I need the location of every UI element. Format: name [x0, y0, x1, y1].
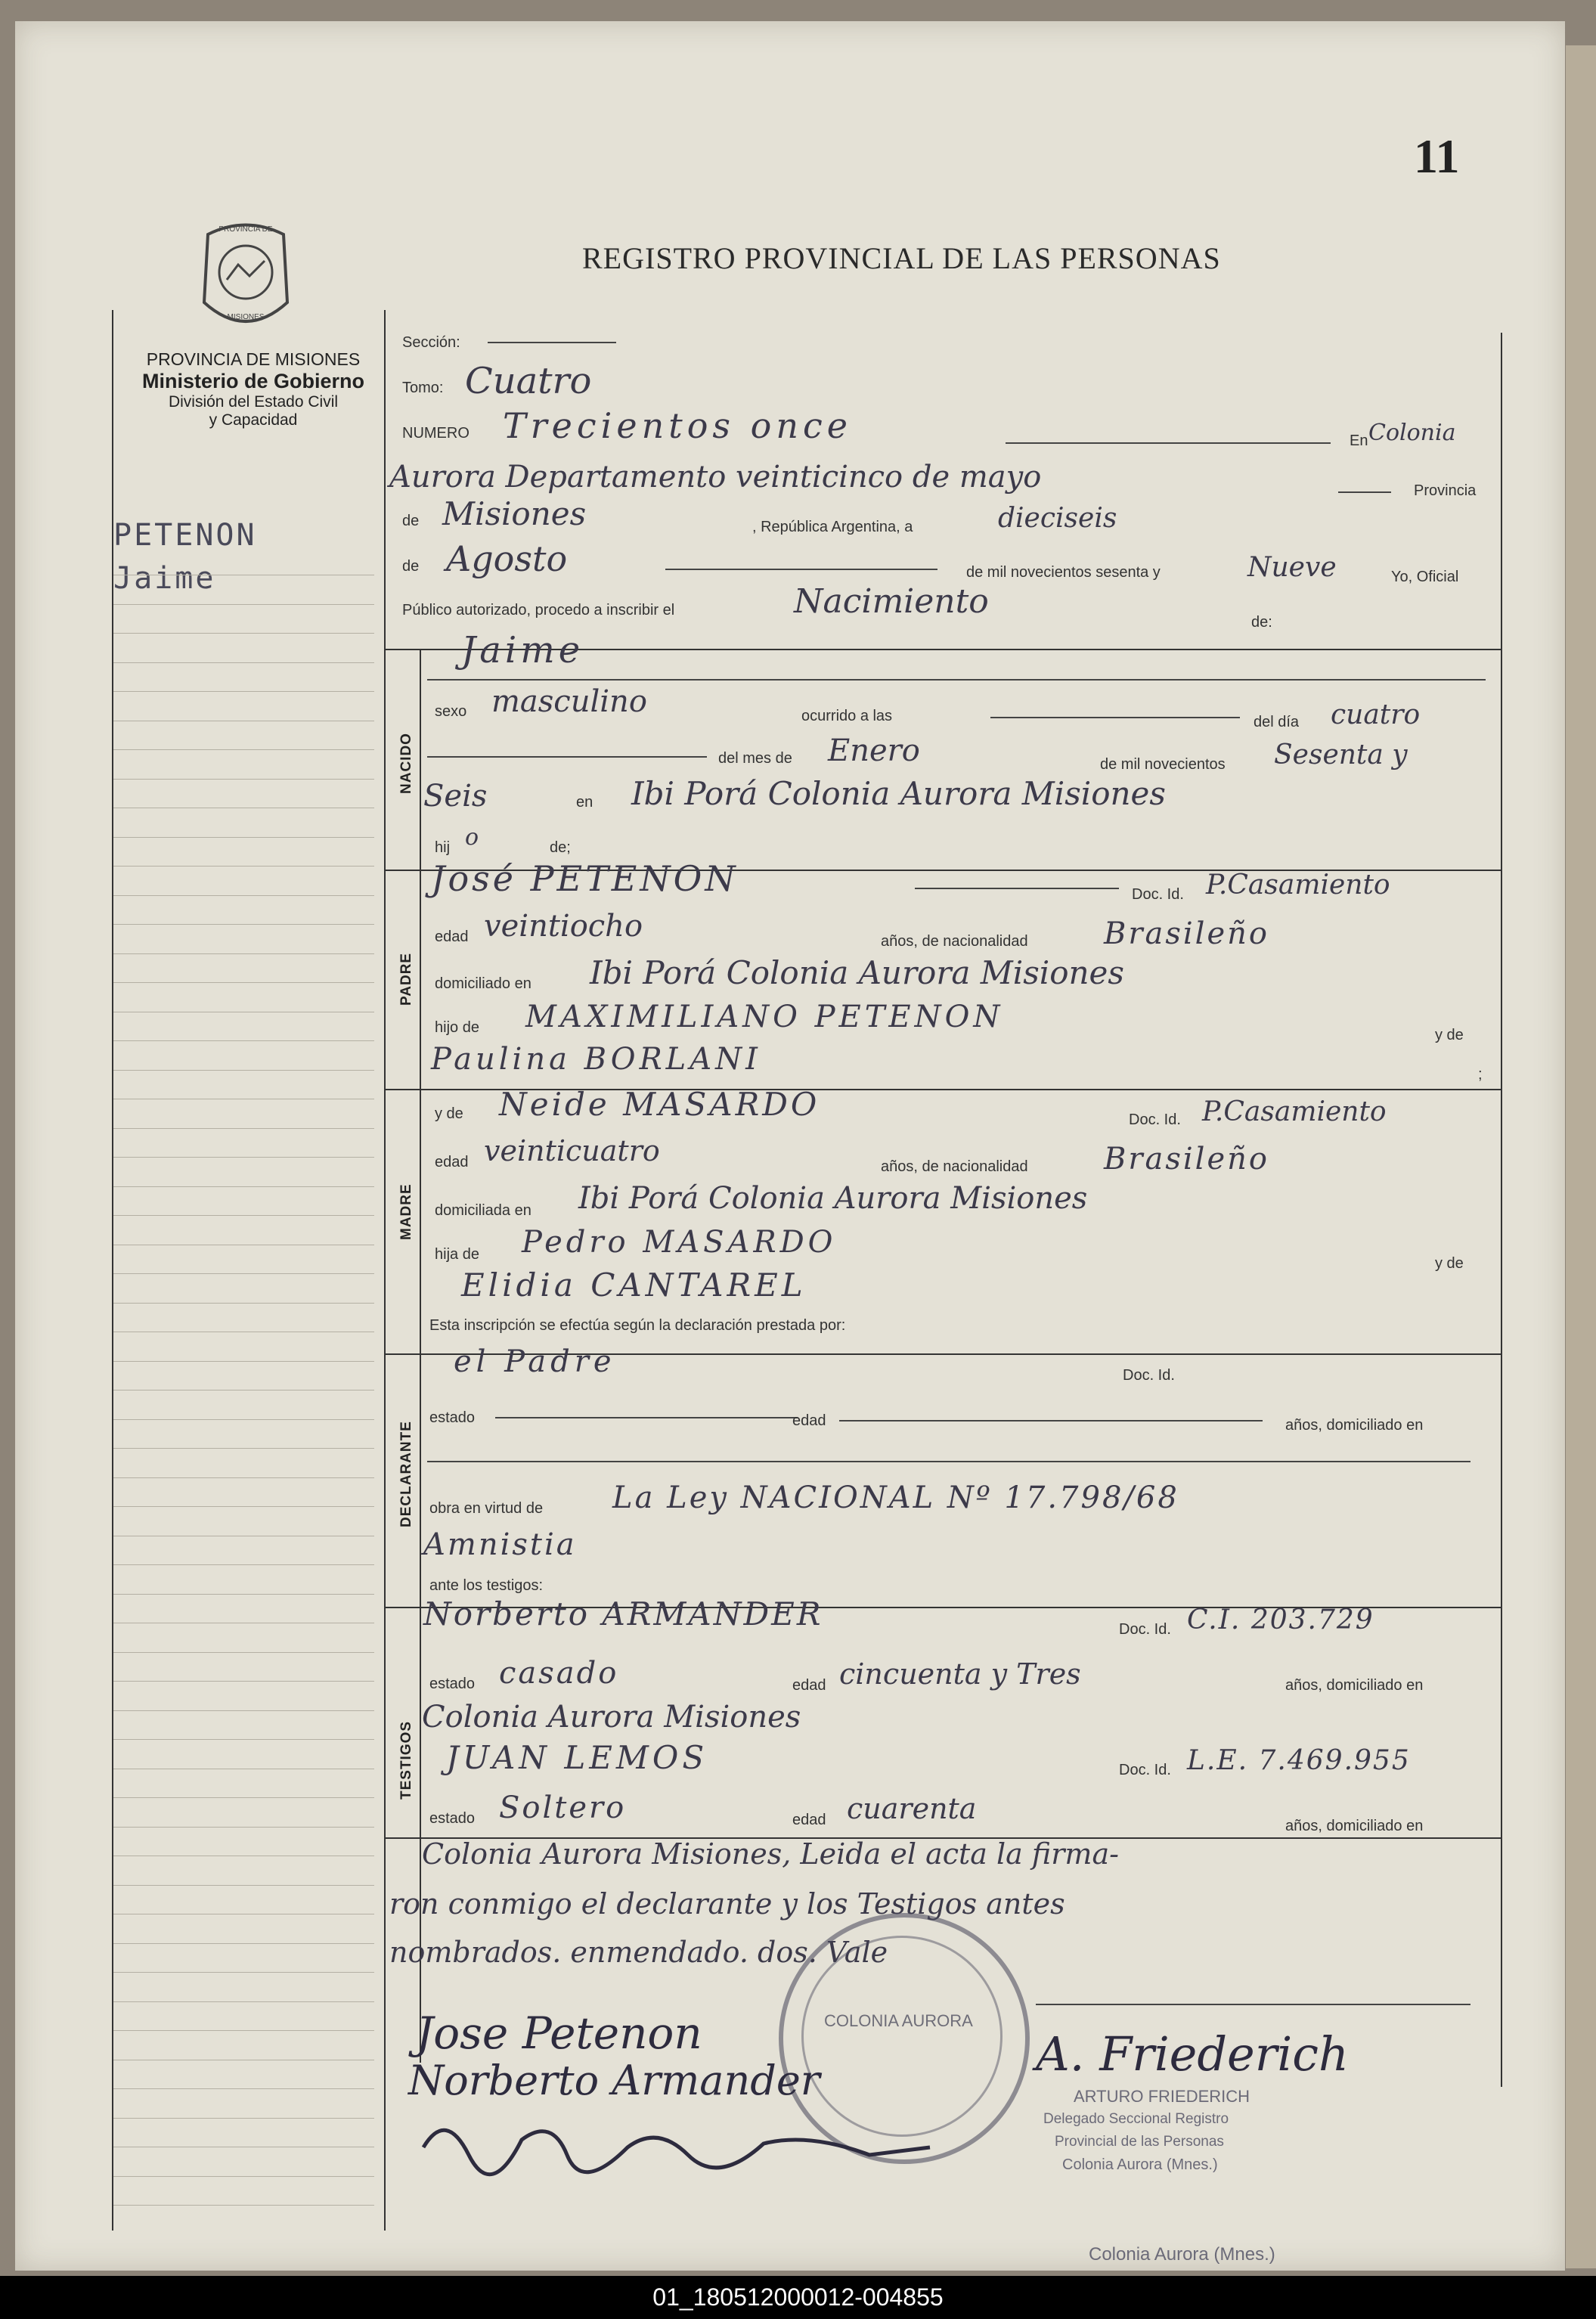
- official-name: ARTURO FRIEDERICH: [1074, 2087, 1250, 2106]
- testigo2-dom-value: Colonia Aurora Misiones, Leida el acta la firma-: [422, 1837, 1119, 1871]
- testigo1-estado-label: estado: [429, 1676, 476, 1692]
- madre-nac-label: años, de nacionalidad: [881, 1158, 1028, 1175]
- semicolon-label: ;: [1478, 1066, 1483, 1083]
- margin-rule-line: [113, 633, 374, 634]
- margin-rule-line: [113, 837, 374, 838]
- mes-nac-value: Enero: [828, 733, 920, 768]
- en-label: En: [1350, 432, 1368, 449]
- margin-rule-line: [113, 2001, 374, 2002]
- testigo2-estado-label: estado: [429, 1810, 476, 1827]
- margin-rule-line: [113, 1972, 374, 1973]
- obra-value: La Ley NACIONAL Nº 17.798/68: [612, 1480, 1179, 1515]
- margin-rule-line: [113, 1215, 374, 1216]
- declarante-anos-label: años, domiciliado en: [1285, 1417, 1424, 1434]
- dia-value: cuatro: [1331, 699, 1421, 730]
- madre-dom-label: domiciliada en: [435, 1202, 531, 1219]
- numero-line: [1006, 442, 1331, 444]
- lugar-nac-value: Ibi Porá Colonia Aurora Misiones: [631, 775, 1166, 812]
- margin-rule-line: [113, 1652, 374, 1653]
- de-mil-label: de mil novecientos sesenta y: [966, 564, 1161, 581]
- section-nacido: NACIDO: [398, 733, 414, 794]
- margin-rule-line: [113, 1361, 374, 1362]
- provincial-seal-icon: [193, 219, 299, 336]
- seccion-label: Sección:: [402, 334, 460, 351]
- padre-dom-label: domiciliado en: [435, 975, 531, 992]
- testigo1-value: Norberto ARMANDER: [423, 1595, 823, 1632]
- madre-y-de-label: y de: [435, 1105, 463, 1122]
- de-label-2: de: [402, 558, 420, 575]
- provincia-value: Misiones: [442, 495, 587, 532]
- left-margin-line: [112, 310, 113, 2231]
- margin-rule-line: [113, 1157, 374, 1158]
- de-mil-nov-label: de mil novecientos: [1100, 756, 1226, 773]
- madre-nombre-value: Neide MASARDO: [499, 1086, 820, 1123]
- testigo1-doc-label: Doc. Id.: [1119, 1621, 1171, 1638]
- closing-line: [1036, 2004, 1470, 2005]
- ocurrido-line: [990, 717, 1240, 718]
- declarante-edad-label: edad: [792, 1412, 826, 1429]
- margin-rule-line: [113, 691, 374, 692]
- testigo2-estado-value: Soltero: [499, 1790, 627, 1825]
- sexo-label: sexo: [435, 703, 467, 720]
- nombre-line: [427, 679, 1486, 681]
- padre-edad-value: veintiocho: [484, 909, 643, 944]
- margin-rule-line: [113, 2088, 374, 2089]
- numero-label: NUMERO: [402, 425, 470, 442]
- testigo2-edad-label: edad: [792, 1812, 826, 1828]
- stamp-text: COLONIA AURORA: [824, 2011, 973, 2030]
- testigo2-anos-label: años, domiciliado en: [1285, 1818, 1424, 1834]
- mes-line: [665, 569, 937, 570]
- province-name: PROVINCIA DE MISIONES: [146, 349, 361, 369]
- sexo-value: masculino: [491, 684, 647, 719]
- margin-rule-line: [113, 1273, 374, 1274]
- margin-rule-line: [113, 1040, 374, 1041]
- declaracion-label: Esta inscripción se efectúa según la declaración prestada por:: [429, 1317, 846, 1334]
- margin-rule-line: [113, 953, 374, 954]
- en-value: Colonia: [1368, 420, 1456, 446]
- signature-witness: Norberto Armander: [408, 2057, 820, 2104]
- margin-rule-line: [113, 2176, 374, 2177]
- margin-rule-line: [113, 1419, 374, 1420]
- margin-rule-line: [113, 866, 374, 867]
- publico-label: Público autorizado, procedo a inscribir el: [402, 602, 675, 619]
- declarante-edad-line: [839, 1420, 1263, 1421]
- ante-testigos-label: ante los testigos:: [429, 1577, 544, 1594]
- testigo1-estado-value: casado: [499, 1656, 619, 1691]
- margin-surname: PETENON: [113, 518, 257, 553]
- lugar-line: [1338, 491, 1391, 493]
- padre-edad-label: edad: [435, 929, 469, 945]
- division-name: División del Estado Civil: [168, 393, 339, 411]
- madre-doc-label: Doc. Id.: [1129, 1111, 1181, 1128]
- padre-nombre-value: José PETENON: [431, 858, 739, 899]
- madre-padre-value: Pedro MASARDO: [522, 1225, 837, 1260]
- margin-rule-line: [113, 1797, 374, 1798]
- testigo1-edad-label: edad: [792, 1677, 826, 1694]
- padre-doc-label: Doc. Id.: [1132, 886, 1184, 903]
- page-number: 11: [1414, 129, 1460, 183]
- madre-nac-value: Brasileño: [1104, 1142, 1269, 1177]
- margin-rule-line: [113, 1186, 374, 1187]
- section-testigos: TESTIGOS: [398, 1720, 414, 1800]
- de-colon-label: de:: [1251, 614, 1272, 631]
- margin-given-name: Jaime: [113, 561, 216, 596]
- padre-padre-label: hijo de: [435, 1019, 479, 1036]
- testigo2-doc-label: Doc. Id.: [1119, 1762, 1171, 1778]
- margin-rule-line: [113, 1128, 374, 1129]
- declarante-doc-label: Doc. Id.: [1123, 1367, 1175, 1384]
- declarante-estado-line: [495, 1417, 798, 1418]
- section-padre: PADRE: [398, 952, 414, 1006]
- testigo2-doc-value: L.E. 7.469.955: [1187, 1745, 1411, 1776]
- official-title-2: Provincial de las Personas: [1055, 2134, 1224, 2150]
- testigo2-value: JUAN LEMOS: [446, 1739, 708, 1776]
- testigo1-dom-value: Colonia Aurora Misiones: [422, 1700, 801, 1735]
- numero-value: Trecientos once: [503, 405, 852, 446]
- signature-official: A. Friederich: [1036, 2026, 1349, 2082]
- de-semi-label: de;: [550, 839, 571, 856]
- anio-nac-value: Sesenta y: [1274, 739, 1408, 770]
- tomo-value: Cuatro: [465, 360, 592, 402]
- closing-line-1: ron conmigo el declarante y los Testigos antes: [389, 1887, 1065, 1921]
- madre-padre-label: hija de: [435, 1246, 479, 1263]
- margin-rule-line: [113, 1827, 374, 1828]
- declarante-estado-label: estado: [429, 1409, 476, 1426]
- seal-top-text: PROVINCIA DE: [218, 225, 273, 234]
- lugar-registro-value: Aurora Departamento veinticinco de mayo: [389, 460, 1042, 494]
- testigo1-edad-value: cincuenta y Tres: [839, 1657, 1081, 1691]
- margin-divider: [384, 310, 386, 2231]
- margin-rule-line: [113, 779, 374, 780]
- seal-bottom-text: MISIONES: [227, 313, 265, 321]
- madre-edad-label: edad: [435, 1154, 469, 1170]
- margin-rule-line: [113, 1885, 374, 1886]
- margin-rule-line: [113, 1594, 374, 1595]
- hijo-label: hij: [435, 839, 451, 856]
- declarante-value: el Padre: [454, 1344, 616, 1379]
- margin-rule-line: [113, 1070, 374, 1071]
- anio-value: Nueve: [1247, 552, 1337, 583]
- padre-y-de-label: y de: [1435, 1027, 1464, 1043]
- margin-rule-line: [113, 1710, 374, 1711]
- provincia-label: Provincia: [1414, 482, 1477, 499]
- de-label: de: [402, 513, 420, 529]
- padre-padre-value: MAXIMILIANO PETENON: [525, 1000, 1004, 1034]
- image-id-footer: 01_180512000012-004855: [0, 2276, 1596, 2319]
- padre-nombre-line: [915, 888, 1119, 889]
- testigo2-edad-value: cuarenta: [847, 1792, 977, 1825]
- official-place-stamp: Colonia Aurora (Mnes.): [1089, 2244, 1275, 2265]
- margin-rule-line: [113, 1943, 374, 1944]
- margin-rule-line: [113, 1448, 374, 1449]
- margin-rule-line: [113, 2118, 374, 2119]
- mes-value: Agosto: [446, 538, 568, 579]
- margin-rule-line: [113, 924, 374, 925]
- closing-line-2: nombrados. enmendado. dos. Vale: [389, 1936, 888, 1969]
- anio-nac-2-value: Seis: [423, 779, 488, 814]
- madre-madre-value: Elidia CANTAREL: [461, 1266, 807, 1304]
- official-place: Colonia Aurora (Mnes.): [1062, 2156, 1218, 2173]
- padre-dom-value: Ibi Porá Colonia Aurora Misiones: [590, 954, 1124, 991]
- section-madre: MADRE: [398, 1183, 414, 1240]
- del-dia-label: del día: [1254, 714, 1300, 730]
- right-border: [1501, 333, 1502, 2087]
- republica-label: , República Argentina, a: [752, 519, 913, 535]
- section-divider: [420, 649, 421, 2063]
- margin-rule-line: [113, 2205, 374, 2206]
- testigo1-anos-label: años, domiciliado en: [1285, 1677, 1424, 1694]
- margin-rule-line: [113, 1739, 374, 1740]
- margin-rule-line: [113, 1681, 374, 1682]
- margin-rule-line: [113, 2030, 374, 2031]
- document-title: REGISTRO PROVINCIAL DE LAS PERSONAS: [582, 241, 1221, 275]
- tomo-label: Tomo:: [402, 380, 444, 396]
- margin-rule-line: [113, 604, 374, 605]
- signature-father: Jose Petenon: [416, 2007, 702, 2059]
- madre-edad-value: veinticuatro: [484, 1134, 660, 1167]
- section-declarante: DECLARANTE: [398, 1421, 414, 1527]
- margin-rule-line: [113, 1564, 374, 1565]
- ministry-name: Ministerio de Gobierno: [141, 370, 365, 392]
- margin-rule-line: [113, 749, 374, 750]
- margin-rule-line: [113, 1477, 374, 1478]
- fecha-dia-value: dieciseis: [998, 503, 1117, 534]
- obra-label: obra en virtud de: [429, 1500, 544, 1517]
- padre-doc-value: P.Casamiento: [1206, 870, 1390, 901]
- margin-rule-line: [113, 982, 374, 983]
- hora-line: [427, 756, 707, 758]
- ocurrido-label: ocurrido a las: [801, 708, 893, 724]
- padre-madre-value: Paulina BORLANI: [431, 1042, 761, 1077]
- padre-nac-value: Brasileño: [1104, 916, 1269, 951]
- madre-y-de-label-2: y de: [1435, 1255, 1464, 1272]
- hijo-suffix: o: [465, 824, 479, 851]
- acto-value: Nacimiento: [794, 582, 989, 621]
- official-title-1: Delegado Seccional Registro: [1043, 2111, 1229, 2127]
- del-mes-label: del mes de: [718, 750, 792, 767]
- margin-rule-line: [113, 662, 374, 663]
- obra-value-2: Amnistia: [423, 1527, 577, 1562]
- margin-rule-line: [113, 1303, 374, 1304]
- margin-rule-line: [113, 895, 374, 896]
- margin-rule-line: [113, 1506, 374, 1507]
- madre-dom-value: Ibi Porá Colonia Aurora Misiones: [578, 1181, 1088, 1216]
- yo-oficial-label: Yo, Oficial: [1391, 569, 1459, 585]
- nombre-value: Jaime: [461, 629, 584, 671]
- testigo1-doc-value: C.I. 203.729: [1187, 1604, 1374, 1635]
- ministry-header: [113, 349, 393, 429]
- page-edge: [1566, 45, 1596, 2268]
- madre-doc-value: P.Casamiento: [1202, 1096, 1387, 1127]
- signature-scribble-icon: [416, 2102, 945, 2185]
- declarante-dom-line: [427, 1461, 1470, 1462]
- seccion-line: [488, 342, 616, 343]
- padre-nac-label: años, de nacionalidad: [881, 933, 1028, 950]
- division-name-cont: y Capacidad: [209, 411, 298, 429]
- en-lugar-label: en: [576, 794, 593, 811]
